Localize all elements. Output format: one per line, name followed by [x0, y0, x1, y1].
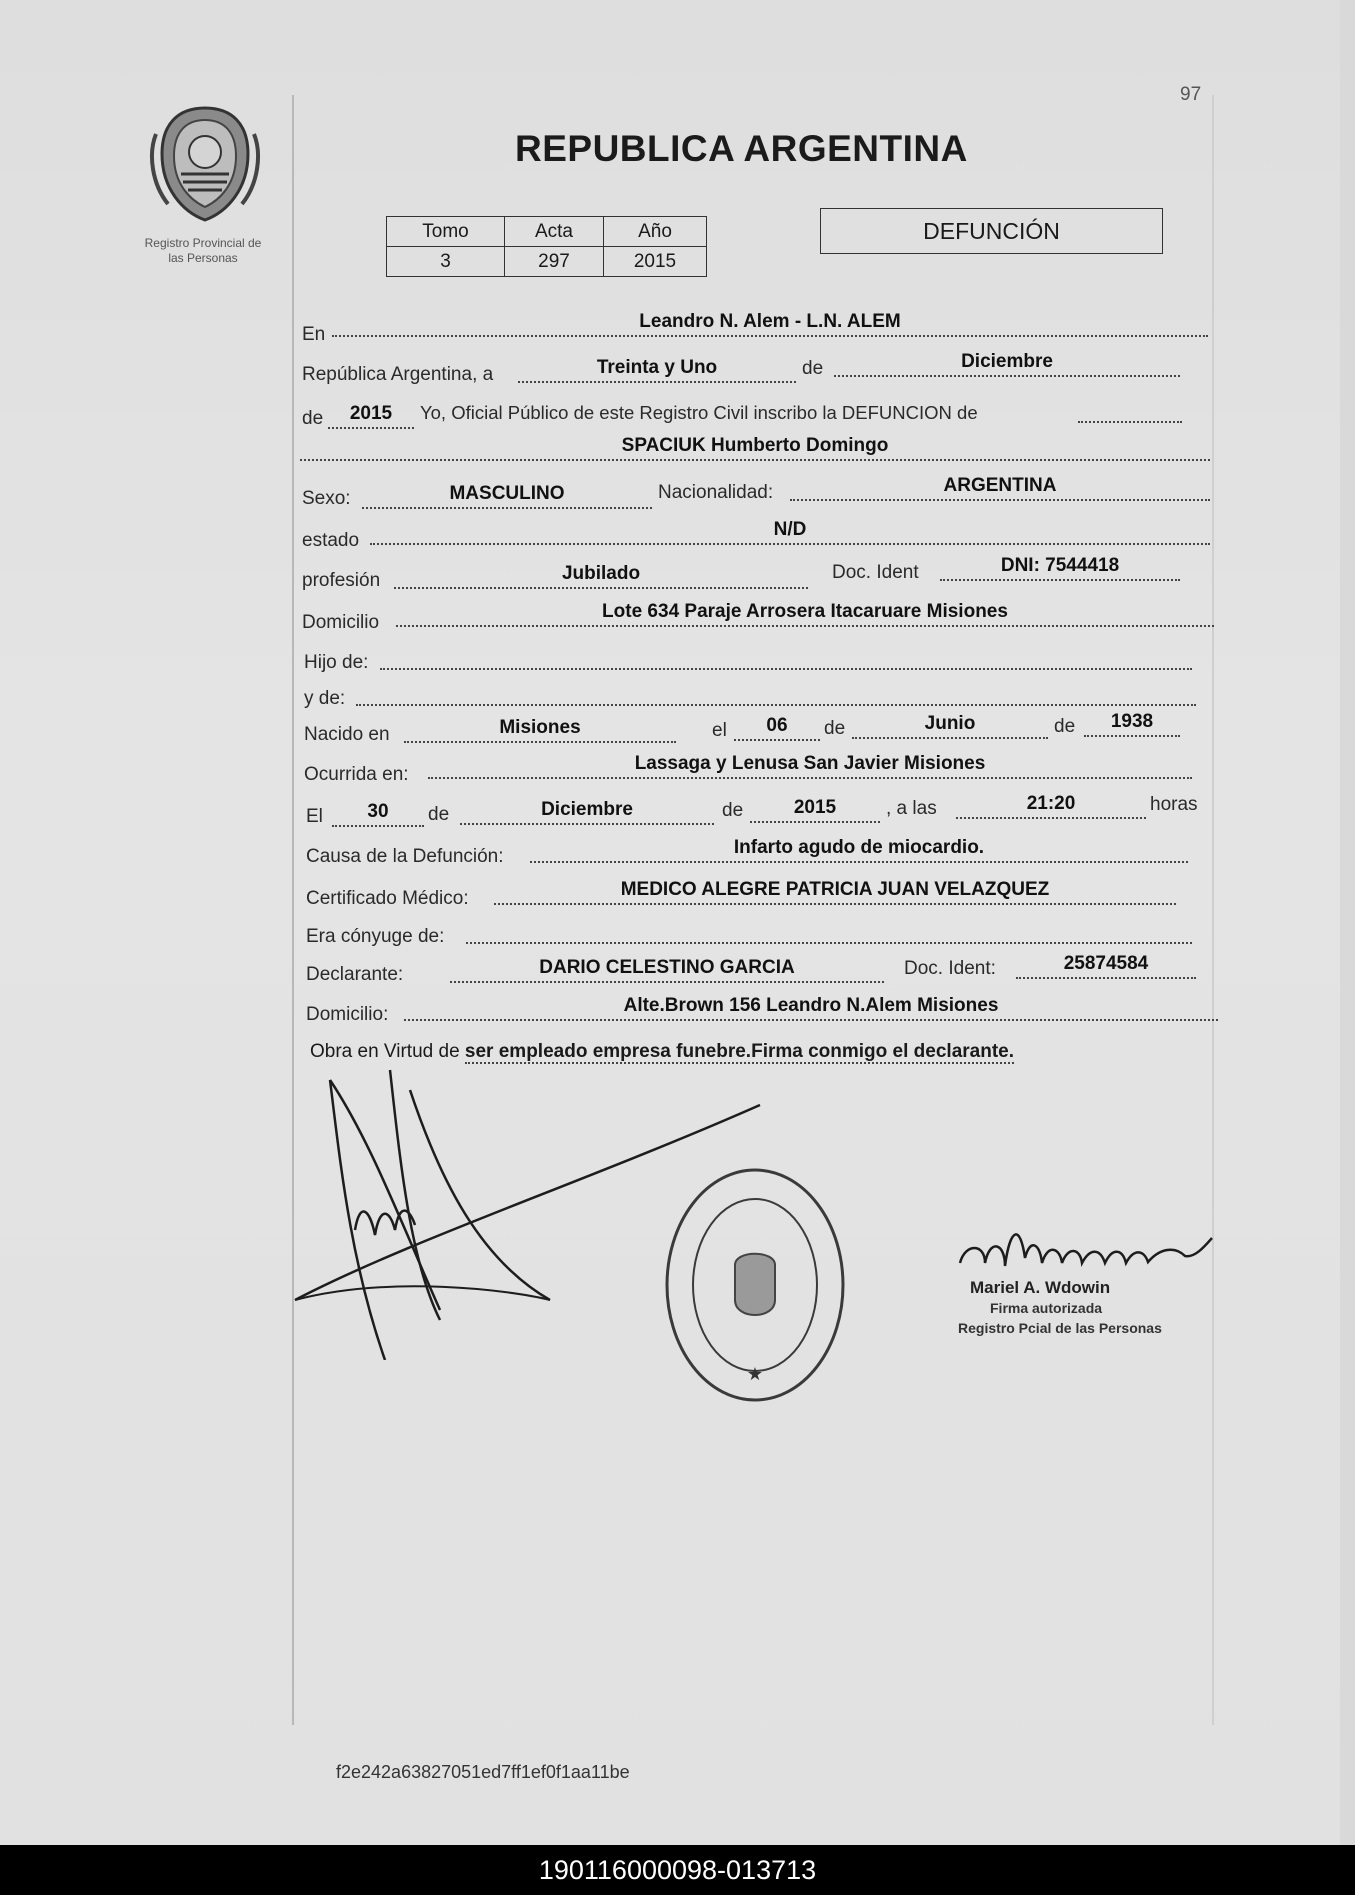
el2-label: El: [306, 806, 323, 827]
official-stamp-icon: [660, 1160, 850, 1410]
birth-de-label-1: de: [824, 718, 846, 739]
domicilio-value: Lote 634 Paraje Arrosera Itacaruare Misiones: [396, 600, 1214, 627]
de-label: de: [802, 358, 824, 379]
record-table-header: [387, 217, 707, 247]
republica-label: República Argentina, a: [302, 364, 494, 385]
nacido-value: Misiones: [404, 716, 676, 743]
birth-day: 06: [734, 714, 820, 741]
margin-line: [292, 95, 294, 1725]
declarante-label: Declarante:: [306, 964, 404, 985]
intro-blank: [1078, 396, 1182, 423]
table-header-tomo: Tomo: [387, 217, 505, 247]
birth-de-label-2: de: [1054, 716, 1076, 737]
domicilio-label: Domicilio: [302, 612, 380, 633]
declarante-doc-value: 25874584: [1016, 952, 1196, 979]
nacionalidad-label: Nacionalidad:: [658, 482, 774, 503]
barcode-id-bar: 190116000098-013713: [0, 1845, 1355, 1895]
table-value-tomo: 3: [387, 247, 505, 277]
right-margin-line: [1212, 95, 1214, 1725]
alas-label: , a las: [886, 798, 937, 819]
conyuge-label: Era cónyuge de:: [306, 926, 445, 947]
yde-value: [356, 684, 1196, 706]
profesion-value: Jubilado: [394, 562, 808, 589]
month-value: Diciembre: [834, 350, 1180, 377]
sexo-value: MASCULINO: [362, 482, 652, 509]
sexo-label: Sexo:: [302, 488, 351, 509]
signer-name: Mariel A. Wdowin: [970, 1278, 1111, 1297]
page-number: 97: [1180, 84, 1202, 105]
causa-label: Causa de la Defunción:: [306, 846, 504, 867]
yde-label: y de:: [304, 688, 346, 709]
death-time: 21:20: [956, 792, 1146, 819]
declarante-value: DARIO CELESTINO GARCIA: [450, 956, 884, 983]
page-title: REPUBLICA ARGENTINA: [515, 128, 968, 169]
ocurrida-label: Ocurrida en:: [304, 764, 409, 785]
deceased-name: SPACIUK Humberto Domingo: [300, 434, 1210, 461]
table-value-anio: 2015: [604, 247, 707, 277]
hijo-value: [380, 648, 1192, 670]
document-hash: f2e242a63827051ed7ff1ef0f1aa11be: [336, 1762, 630, 1782]
conyuge-value: [466, 922, 1192, 944]
domicilio2-label: Domicilio:: [306, 1004, 389, 1025]
table-value-acta: 297: [505, 247, 604, 277]
estado-value: N/D: [370, 518, 1210, 545]
death-day: 30: [332, 800, 424, 827]
estado-label: estado: [302, 530, 360, 551]
doc-ident-label: Doc. Ident: [832, 562, 919, 583]
en-label: En: [302, 324, 326, 345]
registry-label-line-1: Registro Provincial de: [144, 236, 262, 250]
ocurrida-value: Lassaga y Lenusa San Javier Misiones: [428, 752, 1192, 779]
obra-value: ser empleado empresa funebre.Firma conmigo el declarante.: [464, 1041, 1015, 1062]
death-de-label-2: de: [722, 800, 744, 821]
birth-year: 1938: [1084, 710, 1180, 737]
death-month: Diciembre: [460, 798, 714, 825]
death-year: 2015: [750, 796, 880, 823]
declarante-doc-label: Doc. Ident:: [904, 958, 996, 979]
record-table-values: [387, 247, 707, 277]
misiones-seal-icon: [148, 104, 262, 224]
certificado-label: Certificado Médico:: [306, 888, 469, 909]
year-value: 2015: [328, 402, 414, 429]
el-label: el: [712, 720, 727, 741]
en-value: Leandro N. Alem - L.N. ALEM: [332, 310, 1208, 337]
table-header-anio: Año: [604, 217, 707, 247]
intro-text: Yo, Oficial Público de este Registro Civil inscribo la DEFUNCION de: [420, 402, 978, 423]
horas-label: horas: [1150, 794, 1198, 815]
signer-office: Registro Pcial de las Personas: [958, 1320, 1162, 1336]
doc-ident-value: DNI: 7544418: [940, 554, 1180, 581]
record-table: [386, 216, 707, 277]
table-header-acta: Acta: [505, 217, 604, 247]
birth-month: Junio: [852, 712, 1048, 739]
signer-role: Firma autorizada: [990, 1300, 1103, 1316]
obra-label: Obra en Virtud de: [310, 1041, 460, 1062]
nacido-label: Nacido en: [304, 724, 390, 745]
hijo-label: Hijo de:: [304, 652, 369, 673]
certificado-value: MEDICO ALEGRE PATRICIA JUAN VELAZQUEZ: [494, 878, 1176, 905]
domicilio2-value: Alte.Brown 156 Leandro N.Alem Misiones: [404, 994, 1218, 1021]
profesion-label: profesión: [302, 570, 381, 591]
record-type-box: DEFUNCIÓN: [820, 208, 1163, 254]
registry-label-line-2: las Personas: [168, 251, 238, 265]
nacionalidad-value: ARGENTINA: [790, 474, 1210, 501]
day-value: Treinta y Uno: [518, 356, 796, 383]
de-year-label: de: [302, 408, 324, 429]
svg-text:★: ★: [746, 1364, 764, 1385]
death-de-label-1: de: [428, 804, 450, 825]
causa-value: Infarto agudo de miocardio.: [530, 836, 1188, 863]
registry-label: [128, 236, 278, 266]
